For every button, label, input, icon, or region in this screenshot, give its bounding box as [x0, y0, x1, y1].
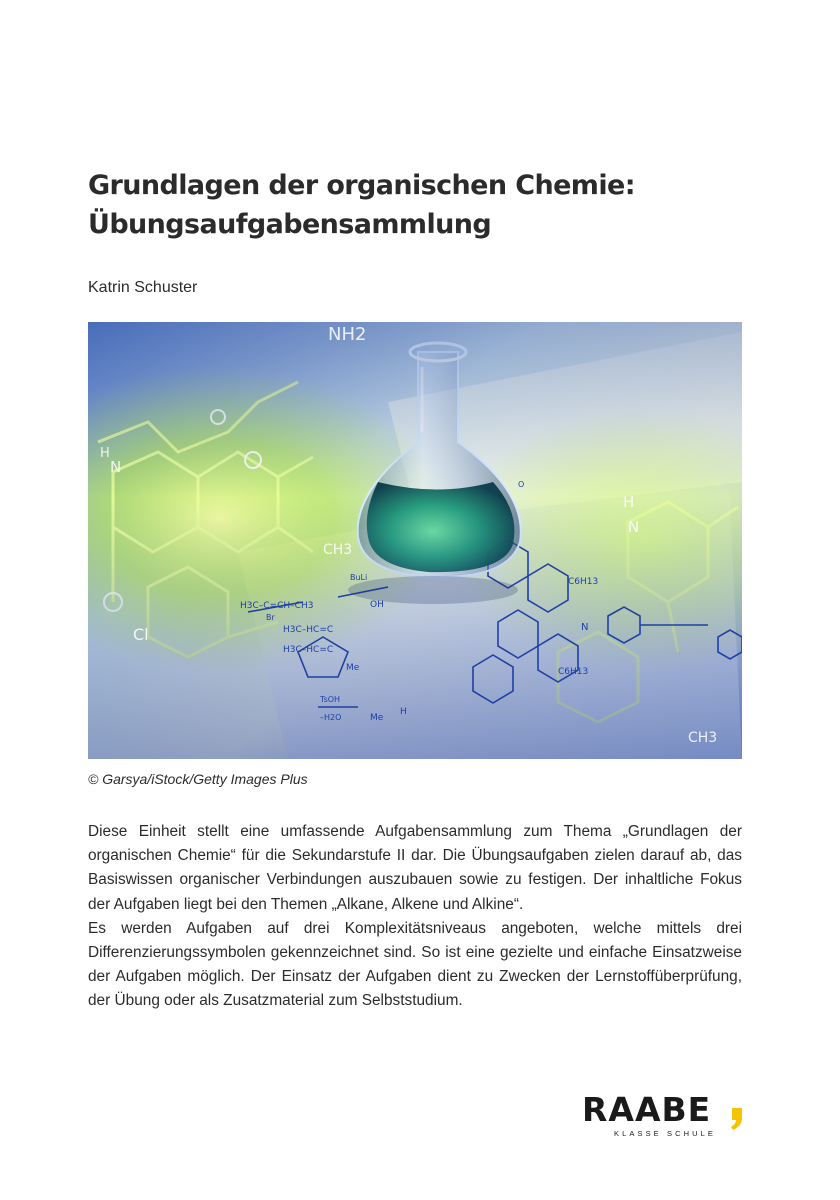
label-br: Br — [266, 613, 275, 622]
label-c6h13-b: C6H13 — [558, 667, 589, 677]
label-ch3-a: CH3 — [323, 542, 353, 558]
label-ch3-right: CH3 — [688, 730, 718, 746]
label-n-right: N — [628, 518, 640, 536]
raabe-logo — [582, 1090, 752, 1142]
label-h-left: H — [100, 446, 110, 461]
intro-text — [88, 820, 742, 1014]
document-title — [88, 166, 768, 244]
label-formula-2: H3C–HC=C — [283, 625, 334, 635]
title-line-1: Grundlagen der organischen Chemie: — [88, 170, 635, 201]
logo-comma-icon — [730, 1108, 742, 1130]
intro-paragraph-1: Diese Einheit stellt eine umfassende Aufgabensammlung zum Thema „Grundlagen der organischen Chemie“ für die Sekundarstufe II dar. Die Übungsaufgaben zielen darauf ab, das Basiswissen organischer Verbindungen auszubauen sowie zu festigen. Der inhaltliche Fokus der Aufgaben liegt bei den Themen „Alkane, Alkene und Alkine“. — [88, 823, 742, 913]
label-me-2: Me — [370, 713, 384, 723]
label-buli: BuLi — [350, 573, 368, 582]
label-formula-3: H3C–HC=C — [283, 645, 334, 655]
label-c6h13-a: C6H13 — [568, 577, 599, 587]
cover-photo — [88, 322, 742, 759]
label-formula-1: H3C–C=CH–CH3 — [240, 601, 314, 611]
label-o-right: O — [518, 480, 525, 489]
image-credit: © Garsya/iStock/Getty Images Plus — [88, 771, 308, 787]
intro-paragraph-2: Es werden Aufgaben auf drei Komplexitätsniveaus angeboten, welche mittels drei Differenzierungssymbolen gekennzeichnet sind. So ist eine gezielte und einfache Einsatzweise der Aufgaben möglich. Der Einsatz der Aufgaben dient zu Zwecken der Lernstoffüberprüfung, der Übung oder als Zusatzmaterial zum Selbststudium. — [88, 919, 742, 1010]
label-me-1: Me — [346, 663, 360, 673]
label-oh: OH — [370, 600, 384, 610]
title-line-2: Übungsaufgabensammlung — [88, 209, 492, 240]
label-n-left: N — [110, 458, 122, 476]
label-h2o: –H2O — [320, 713, 342, 722]
label-cl: Cl — [133, 625, 149, 644]
label-h-right: H — [623, 493, 635, 511]
label-tsoh: TsOH — [320, 695, 341, 704]
label-h-ring: H — [400, 707, 407, 717]
logo-wordmark: RAABE — [582, 1090, 712, 1129]
logo-tagline: KLASSE SCHULE — [614, 1129, 716, 1138]
label-nh2: NH2 — [328, 324, 367, 345]
label-n-mid: N — [581, 622, 589, 633]
author-name: Katrin Schuster — [88, 279, 198, 296]
